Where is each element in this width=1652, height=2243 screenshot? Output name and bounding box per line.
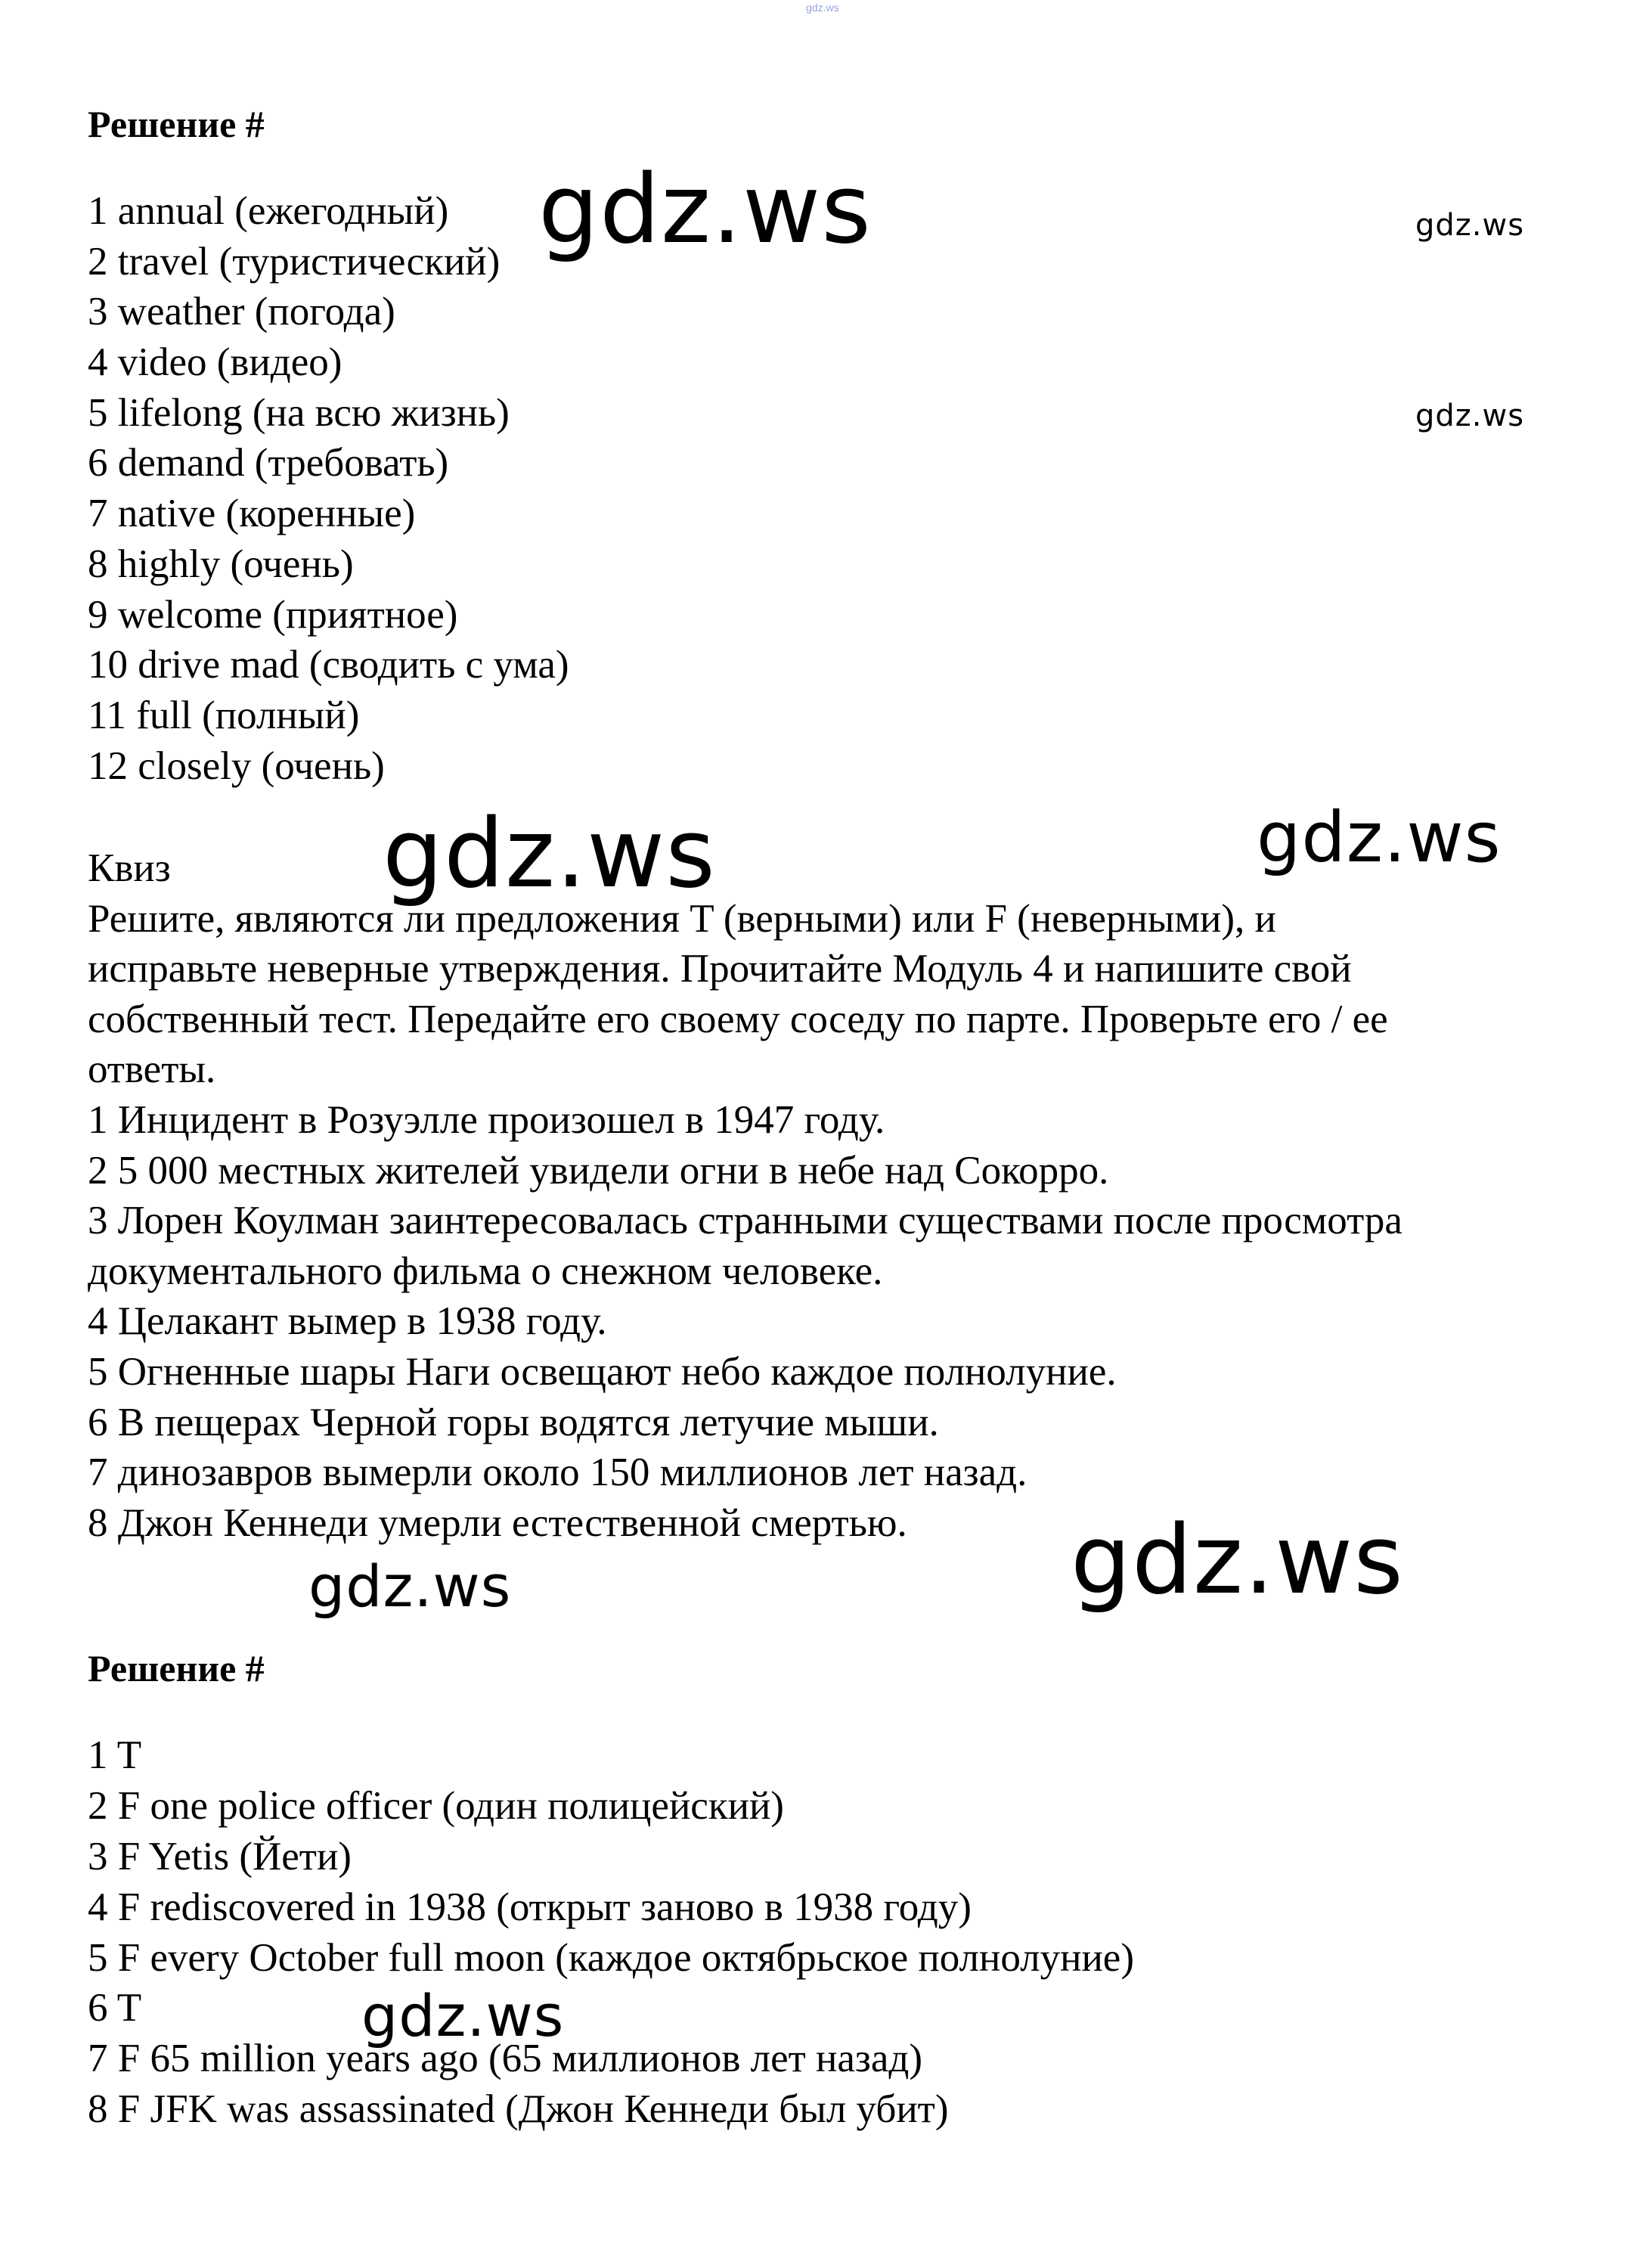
watermark: gdz.ws <box>1415 208 1525 243</box>
answer-list-1 <box>88 186 569 791</box>
quiz-statement: 6 В пещерах Черной горы водятся летучие мыши. <box>88 1400 939 1444</box>
list-item: 11 full (полный) <box>88 693 360 737</box>
quiz-statement: 8 Джон Кеннеди умерли естественной смертью. <box>88 1500 907 1545</box>
list-item: 2 F one police officer (один полицейский) <box>88 1783 784 1828</box>
watermark: gdz.ws <box>1071 1504 1404 1615</box>
list-item: 3 weather (погода) <box>88 290 395 334</box>
quiz-statement: 3 Лорен Коулман заинтересовалась странными существами после просмотра <box>88 1199 1402 1243</box>
answer-list-2 <box>88 1730 1134 2135</box>
list-item: 3 F Yetis (Йети) <box>88 1834 352 1878</box>
list-item: 7 native (коренные) <box>88 492 416 536</box>
watermark: gdz.ws <box>1415 399 1525 433</box>
quiz-instruction-line: ответы. <box>88 1047 216 1092</box>
watermark: gdz.ws <box>1257 797 1502 878</box>
quiz-statement: документального фильма о снежном человеке. <box>88 1249 883 1293</box>
watermark: gdz.ws <box>308 1553 512 1620</box>
list-item: 9 welcome (приятное) <box>88 592 458 637</box>
list-item: 6 demand (требовать) <box>88 441 449 486</box>
list-item: 2 travel (туристический) <box>88 239 501 284</box>
list-item: 8 highly (очень) <box>88 541 354 586</box>
list-item: 1 annual (ежегодный) <box>88 189 449 233</box>
solution-heading-1: Решение # <box>88 103 265 145</box>
quiz-instruction-line: исправьте неверные утверждения. Прочитайте Модуль 4 и напишите свой <box>88 947 1352 991</box>
list-item: 4 F rediscovered in 1938 (открыт заново в 1938 году) <box>88 1885 972 1929</box>
list-item: 12 closely (очень) <box>88 743 385 788</box>
solution-heading-2: Решение # <box>88 1647 265 1689</box>
list-item: 5 lifelong (на всю жизнь) <box>88 390 510 435</box>
quiz-title: Квиз <box>88 846 171 890</box>
list-item: 5 F every October full moon (каждое октябрьское полнолуние) <box>88 1935 1134 1980</box>
list-item: 1 T <box>88 1733 142 1777</box>
quiz-instruction-line: собственный тест. Передайте его своему соседу по парте. Проверьте его / ее <box>88 997 1388 1041</box>
quiz-statement: 4 Целакант вымер в 1938 году. <box>88 1299 607 1344</box>
quiz-instruction-line: Решите, являются ли предложения T (верными) или F (неверными), и <box>88 896 1276 941</box>
list-item: 4 video (видео) <box>88 340 342 385</box>
list-item: 8 F JFK was assassinated (Джон Кеннеди был убит) <box>88 2087 949 2132</box>
quiz-statement: 7 динозавров вымерли около 150 миллионов лет назад. <box>88 1450 1027 1495</box>
quiz-section <box>88 843 1402 1548</box>
list-item: 7 F 65 million years ago (65 миллионов лет назад) <box>88 2037 922 2081</box>
watermark: gdz.ws <box>383 798 716 909</box>
top-watermark: gdz.ws <box>806 2 839 14</box>
quiz-statement: 2 5 000 местных жителей увидели огни в небе над Сокорро. <box>88 1148 1109 1193</box>
list-item: 6 T <box>88 1986 142 2030</box>
watermark: gdz.ws <box>538 154 872 265</box>
quiz-statement: 5 Огненные шары Наги освещают небо каждое полнолуние. <box>88 1349 1117 1394</box>
quiz-statement: 1 Инцидент в Розуэлле произошел в 1947 году. <box>88 1097 885 1142</box>
list-item: 10 drive mad (сводить с ума) <box>88 643 569 687</box>
watermark: gdz.ws <box>361 1982 565 2049</box>
